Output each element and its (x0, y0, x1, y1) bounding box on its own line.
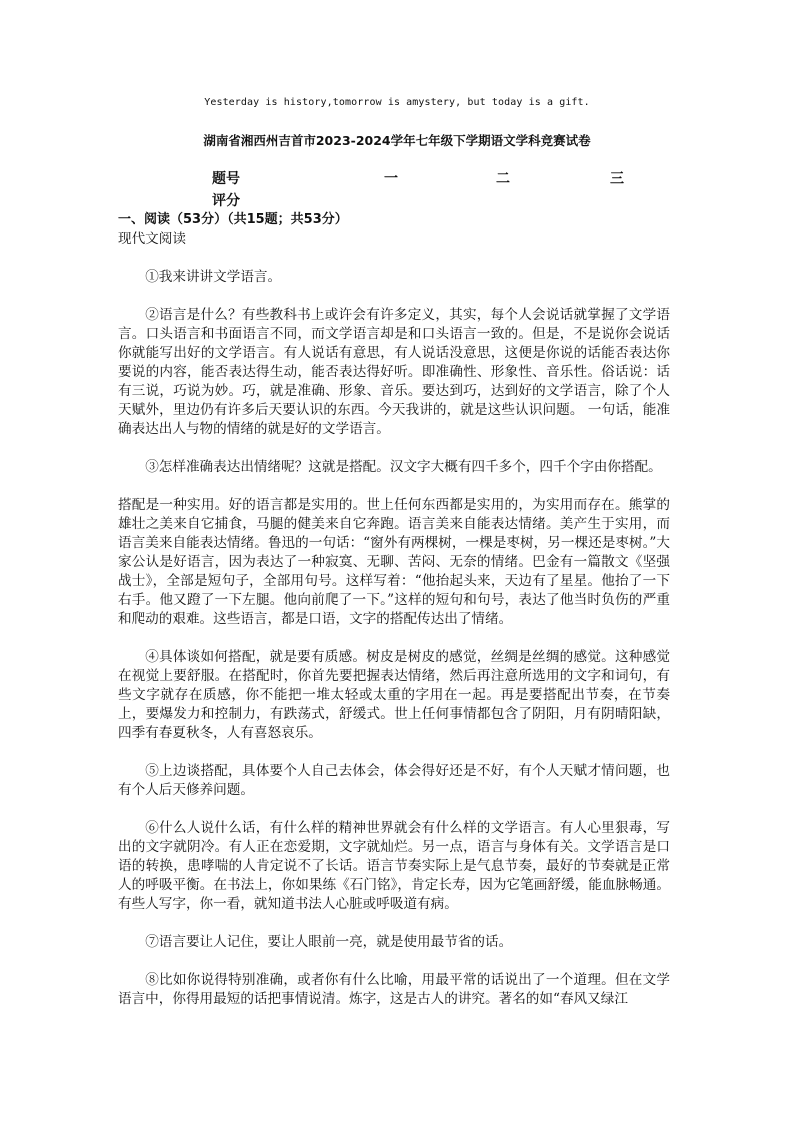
paragraph-9: ⑧比如你说得特别准确，或者你有什么比喻，用最平常的话说出了一个道理。但在文学语言中，你得用最短的话把事情说清。炼字，这是古人的讲究。著名的如“春风又绿江 (118, 972, 670, 1007)
paragraph-5: ④具体谈如何搭配，就是要有质感。树皮是树皮的感觉，丝绸是丝绸的感觉。这种感觉在视觉上要舒服。在搭配时，你首先要把握表达情绪，然后再注意所选用的文字和词句，有些文字就存在质感，你不能把一堆太轻或太重的字用在一起。再是要搭配出节奏，在节奏上，要爆发力和控制力，有跌荡式，舒缓式。世上任何事情都包含了阴阳，月有阴晴阳缺，四季有春夏秋冬，人有喜怒哀乐。 (118, 649, 670, 741)
score-table-col-3: 三 (610, 171, 624, 187)
score-table (212, 168, 682, 212)
page-title: 湖南省湘西州吉首市2023-2024学年七年级下学期语文学科竞赛试卷 (203, 133, 591, 148)
score-table-row-score (212, 190, 682, 212)
score-table-col-1: 一 (384, 171, 398, 187)
section-heading: 一、阅读（53分）（共15题；共53分） (118, 212, 348, 227)
paragraph-8: ⑦语言要让人记住，要让人眼前一亮，就是使用最节省的话。 (145, 934, 513, 950)
paragraph-4: 搭配是一种实用。好的语言都是实用的。世上任何东西都是实用的，为实用而存在。熊掌的雄壮之美来自它捕食，马腿的健美来自它奔跑。语言美来自能表达情绪。美产生于实用，而语言美来自能表达情绪。鲁迅的一句话：“窗外有两棵树，一棵是枣树，另一棵还是枣树。”大家公认是好语言，因为表达了一种寂寞、无聊、苦闷、无奈的情绪。巴金有一篇散文《坚强战士》，全部是短句子，全部用句号。这样写着：“他抬起头来，天边有了星星。他抬了一下右手。他又蹬了一下左腿。他向前爬了一下。”这样的短句和句号，表达了他当时负伤的严重和爬动的艰难。这些语言，都是口语，文字的搭配传达出了情绪。 (118, 497, 670, 627)
paragraph-6: ⑤上边谈搭配，具体要个人自己去体会，体会得好还是不好，有个人天赋才情问题，也有个人后天修养问题。 (118, 763, 670, 798)
score-table-header-number: 题号 (212, 171, 240, 187)
paragraph-3: ③怎样准确表达出情绪呢？这就是搭配。汉文字大概有四千多个，四千个字由你搭配。 (145, 459, 662, 475)
score-table-row-number (212, 168, 682, 190)
paragraph-1: ①我来讲讲文学语言。 (145, 269, 282, 285)
score-table-col-2: 二 (496, 171, 510, 187)
reading-content (118, 210, 670, 1009)
paragraph-7: ⑥什么人说什么话，有什么样的精神世界就会有什么样的文学语言。有人心里狠毒，写出的文字就阴冷。有人正在恋爱期，文字就灿烂。另一点，语言与身体有关。文学语言是口语的转换，患哮喘的人肯定说不了长话。语言节奏实际上是气息节奏，最好的节奏就是正常人的呼吸平衡。在书法上，你如果练《石门铭》，肯定长寿，因为它笔画舒缓，能血脉畅通。有些人写字，你一看，就知道书法人心脏或呼吸道有病。 (118, 820, 670, 912)
paragraph-2: ②语言是什么？有些教科书上或许会有许多定义，其实，每个人会说话就掌握了文学语言。口头语言和书面语言不同，而文学语言却是和口头语言一致的。但是，不是说你会说话你就能写出好的文学语言。有人说话有意思，有人说话没意思，这便是你说的话能否表达你要说的内容，能否表达得生动，能否表达得好听。即准确性、形象性、音乐性。俗话说：话有三说，巧说为妙。巧，就是准确、形象、音乐。要达到巧，达到好的文学语言，除了个人天赋外，里边仍有许多后天要认识的东西。今天我讲的，就是这些认识问题。 一句话，能准确表达出人与物的情绪的就是好的文学语言。 (118, 307, 670, 437)
motto-line: Yesterday is history,tomorrow is amystery, but today is a gift. (204, 97, 590, 108)
score-table-header-score: 评分 (212, 193, 240, 209)
subsection-label: 现代文阅读 (118, 231, 186, 247)
